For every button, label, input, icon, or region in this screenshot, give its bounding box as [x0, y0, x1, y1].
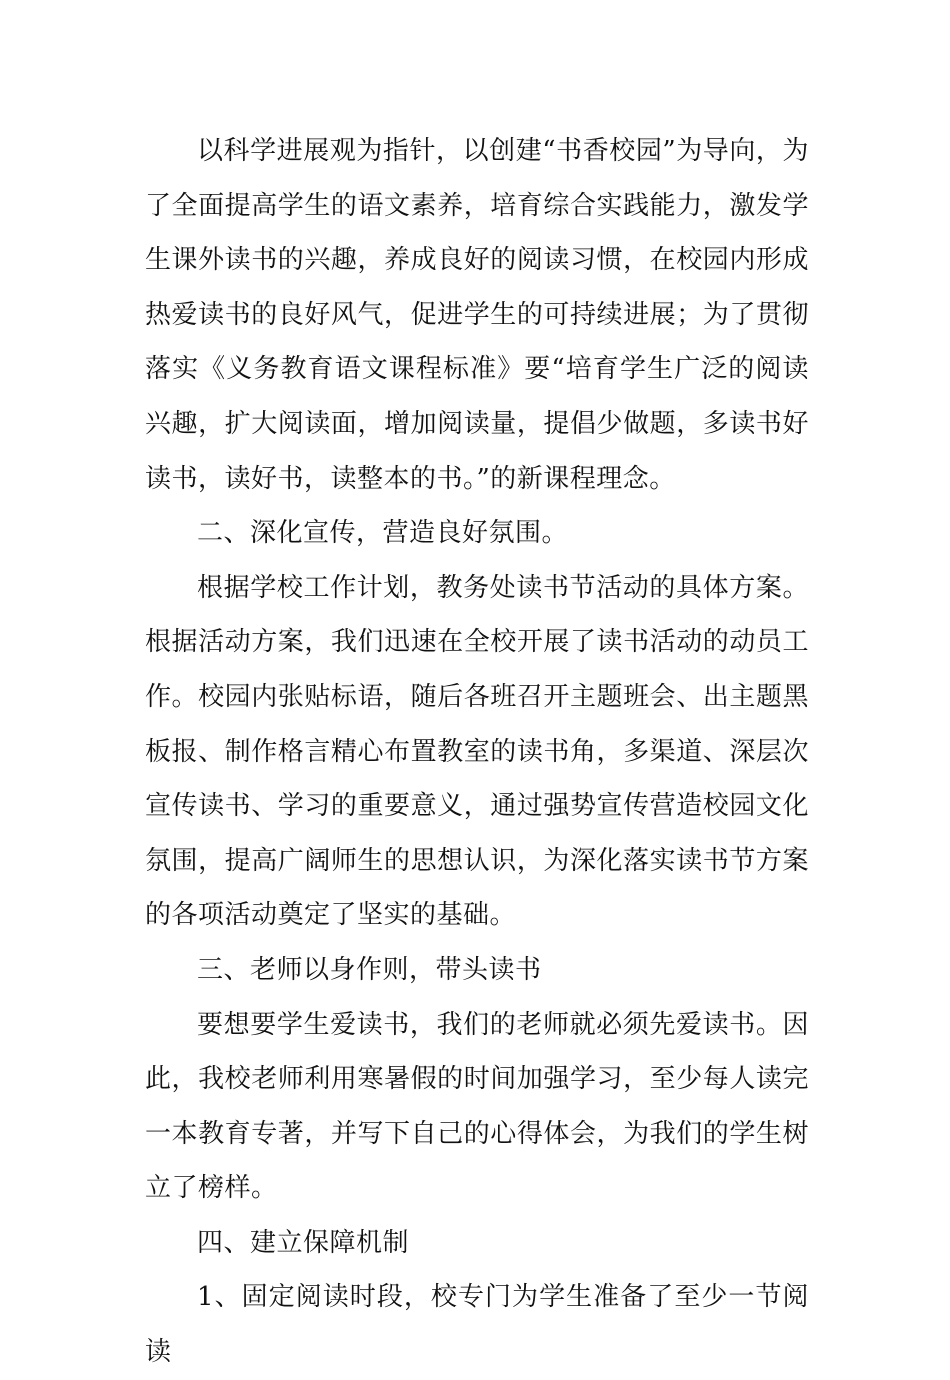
paragraph-teachers: 要想要学生爱读书，我们的老师就必须先爱读书。因此，我校老师利用寒暑假的时间加强学习，至少每人读完一本教育专著，并写下自己的心得体会，为我们的学生树立了榜样。	[145, 1009, 809, 1204]
document-body	[145, 124, 809, 1380]
paragraph-reading-time: 1、固定阅读时段，校专门为学生准备了至少一节阅读	[145, 1282, 809, 1368]
section-heading-teachers: 三、老师以身作则，带头读书	[197, 954, 542, 985]
paragraph-publicity: 根据学校工作计划，教务处读书节活动的具体方案。根据活动方案，我们迅速在全校开展了读书活动的动员工作。校园内张贴标语，随后各班召开主题班会、出主题黑板报、制作格言精心布置教室的读书角，多渠道、深层次宣传读书、学习的重要意义，通过强势宣传营造校园文化氛围，提高广阔师生的思想认识，为深化落实读书节方案的各项活动奠定了坚实的基础。	[145, 572, 809, 931]
section-heading-publicity: 二、深化宣传，营造良好氛围。	[197, 518, 569, 549]
section-heading-mechanism: 四、建立保障机制	[197, 1227, 410, 1258]
paragraph-guiding-principle: 以科学进展观为指针，以创建“书香校园”为导向，为了全面提高学生的语文素养，培育综合实践能力，激发学生课外读书的兴趣，养成良好的阅读习惯，在校园内形成热爱读书的良好风气，促进学生的可持续进展；为了贯彻落实《义务教育语文课程标准》要“培育学生广泛的阅读兴趣，扩大阅读面，增加阅读量，提倡少做题，多读书好读书，读好书，读整本的书。”的新课程理念。	[145, 136, 809, 494]
